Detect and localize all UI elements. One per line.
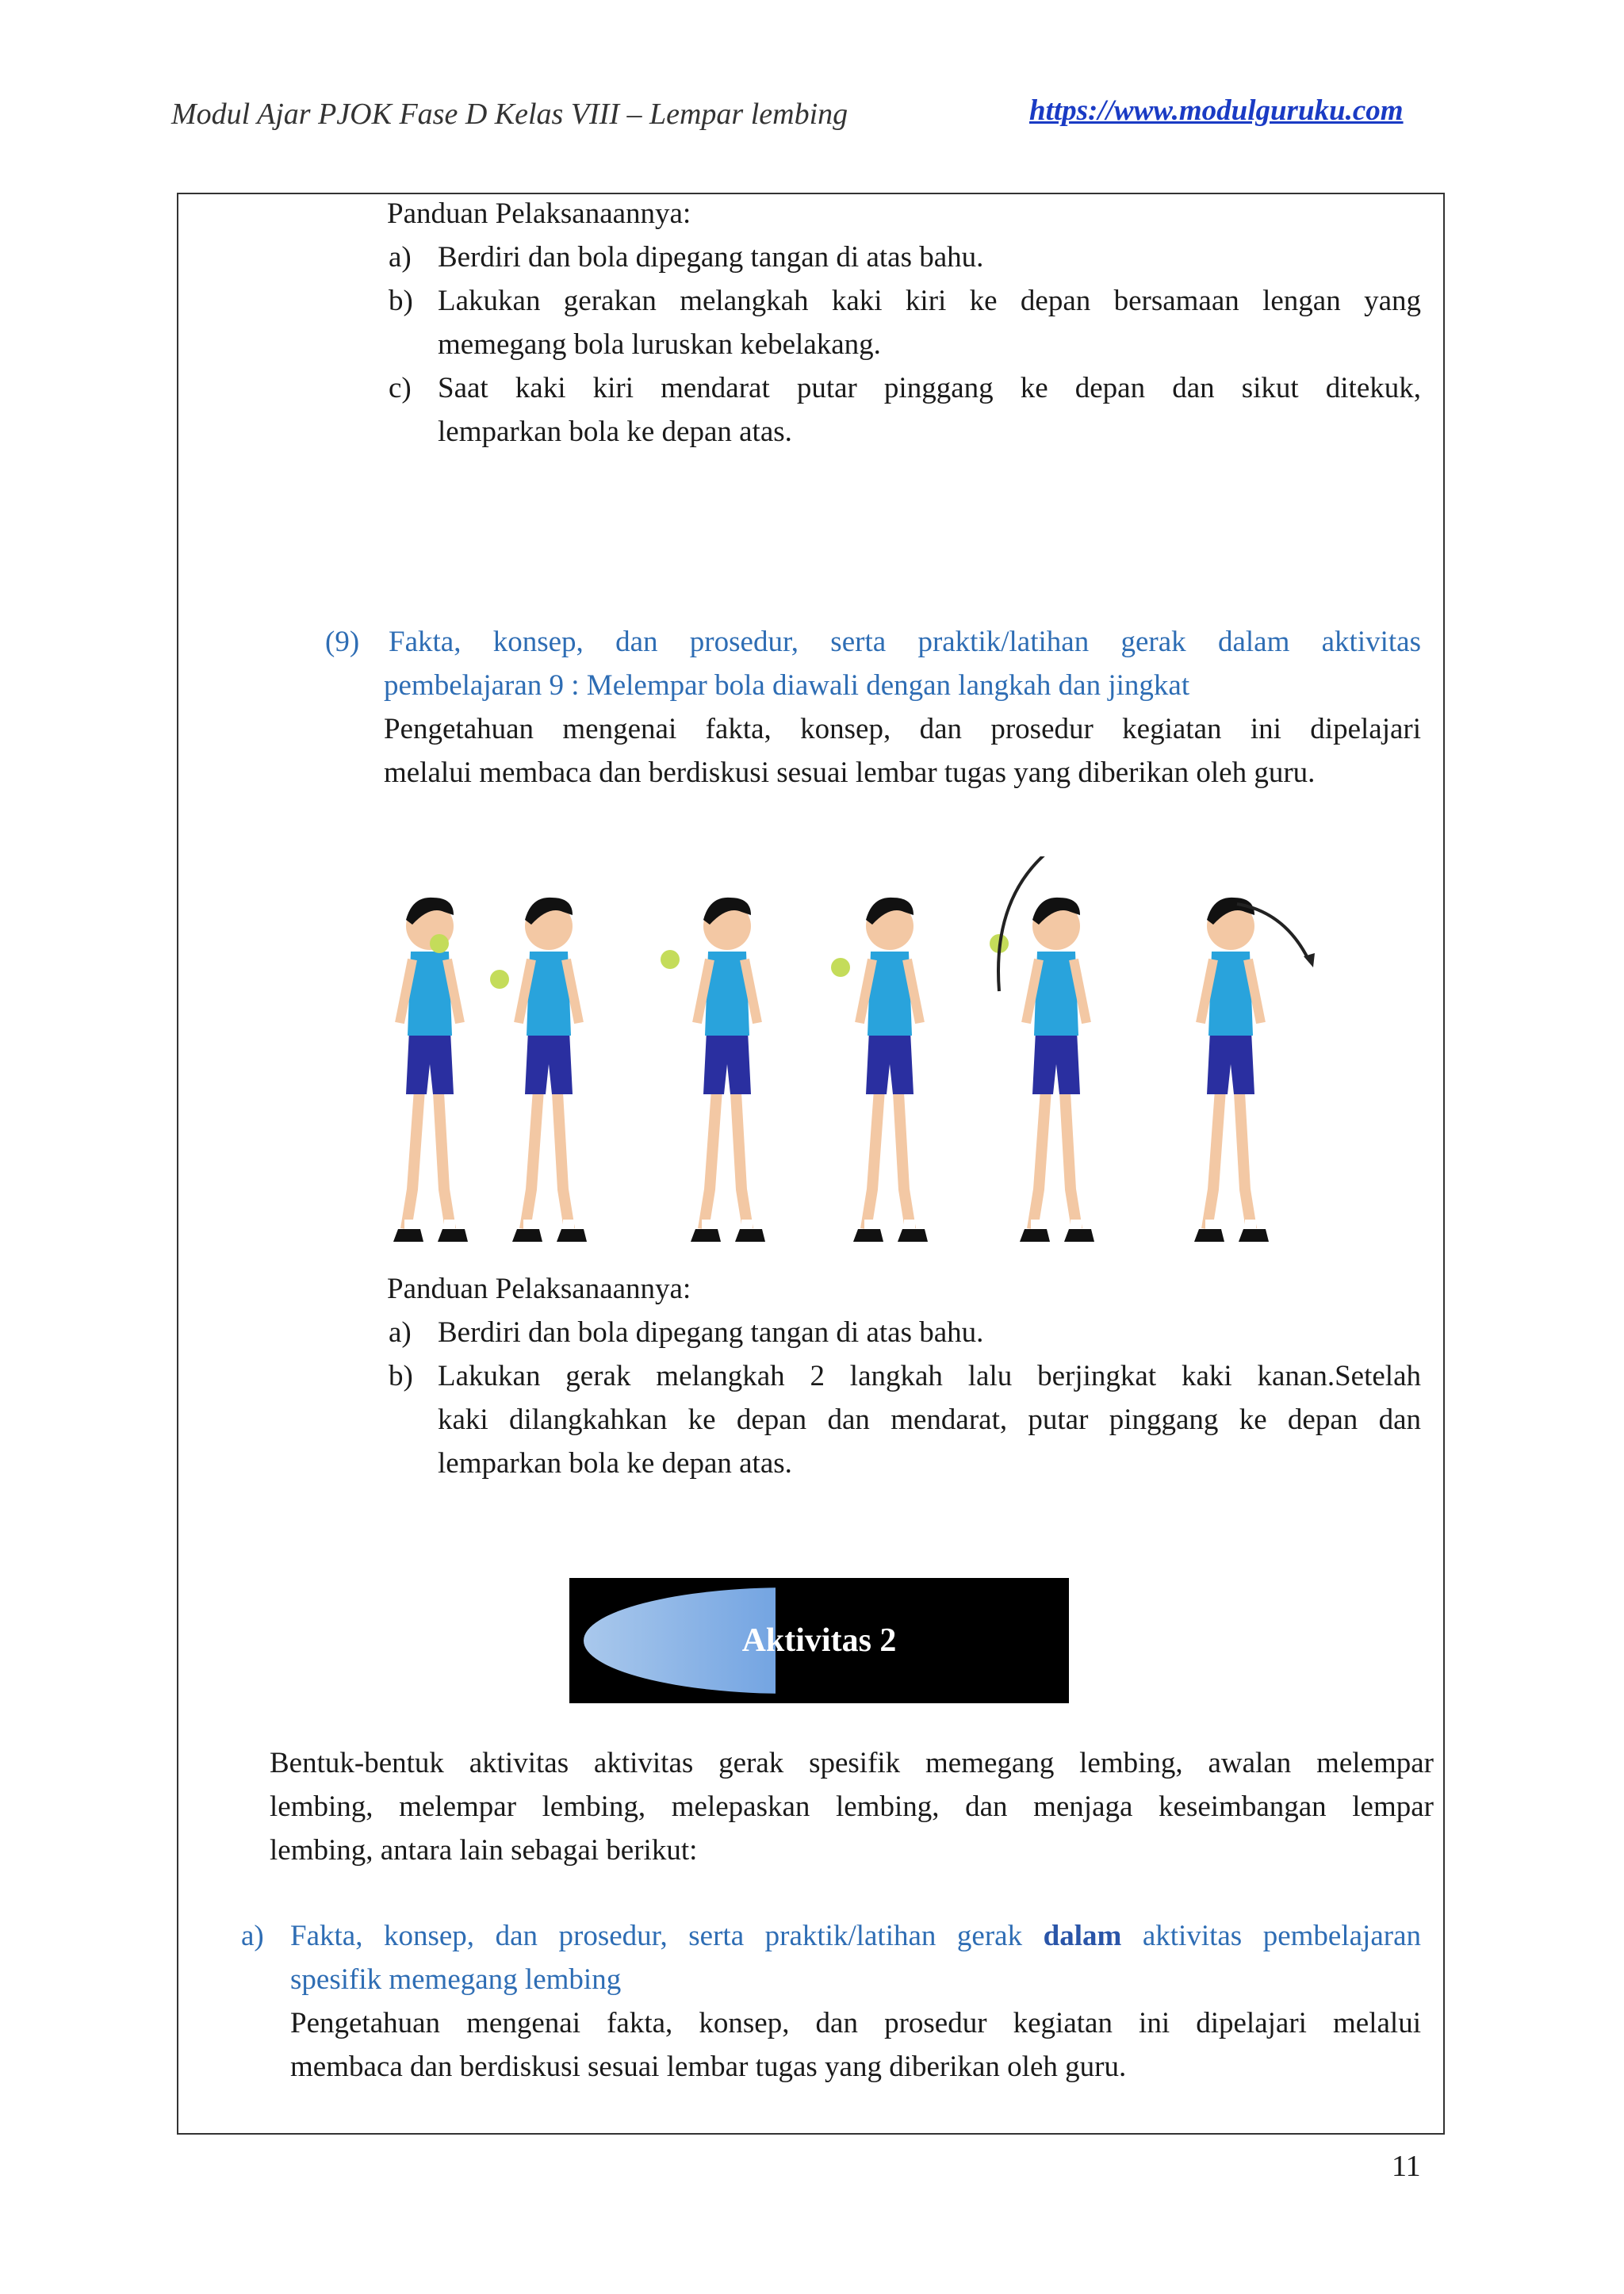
section-body: melalui membaca dan berdiskusi sesuai lembar tugas yang diberikan oleh guru. (384, 756, 1316, 789)
item-a-title-line2: spesifik memegang lembing (290, 1963, 622, 1996)
item-a-body: membaca dan berdiskusi sesuai lembar tugas yang diberikan oleh guru. (290, 2051, 1127, 2083)
list-item: Lakukan gerakan melangkah kaki kiri ke depan bersamaan lengan yang (438, 285, 1421, 317)
guide-heading-bottom: Panduan Pelaksanaannya: (387, 1273, 691, 1305)
list-item: lemparkan bola ke depan atas. (438, 416, 792, 448)
list-item: Saat kaki kiri mendarat putar pinggang ke depan dan sikut ditekuk, (438, 372, 1421, 404)
list-item: kaki dilangkahkan ke depan dan mendarat, putar pinggang ke depan dan (438, 1404, 1421, 1436)
guide-heading-top: Panduan Pelaksanaannya: (387, 197, 691, 230)
activity-intro: lembing, antara lain sebagai berikut: (270, 1834, 698, 1867)
list-label: b) (389, 285, 413, 317)
list-label: a) (389, 1316, 412, 1349)
item-a-body: Pengetahuan mengenai fakta, konsep, dan prosedur kegiatan ini dipelajari melalui (290, 2007, 1421, 2039)
section-number: (9) (325, 626, 360, 658)
header-title: Modul Ajar PJOK Fase D Kelas VIII – Lempar lembing (171, 98, 848, 131)
ball-throw-sequence-illustration (373, 856, 1356, 1253)
banner-title: Aktivitas 2 (741, 1622, 897, 1659)
list-label: a) (389, 241, 412, 274)
list-label: b) (389, 1360, 413, 1392)
activity-intro: lembing, melempar lembing, melepaskan lembing, dan menjaga keseimbangan lempar (270, 1790, 1434, 1823)
list-label: a) (241, 1920, 264, 1952)
list-item: Lakukan gerak melangkah 2 langkah lalu berjingkat kaki kanan.Setelah (438, 1360, 1421, 1392)
page-number: 11 (1392, 2150, 1421, 2183)
list-label: c) (389, 372, 412, 404)
section-title: pembelajaran 9 : Melempar bola diawali dengan langkah dan jingkat (384, 669, 1190, 702)
list-item: Berdiri dan bola dipegang tangan di atas bahu. (438, 1316, 984, 1349)
list-item: lemparkan bola ke depan atas. (438, 1447, 792, 1480)
list-item: memegang bola luruskan kebelakang. (438, 328, 881, 361)
section-body: Pengetahuan mengenai fakta, konsep, dan prosedur kegiatan ini dipelajari (384, 713, 1421, 745)
header-link[interactable]: https://www.modulguruku.com (1029, 94, 1404, 127)
list-item: Berdiri dan bola dipegang tangan di atas bahu. (438, 241, 984, 274)
item-a-title (290, 1914, 1421, 1958)
activity-intro: Bentuk-bentuk aktivitas aktivitas gerak spesifik memegang lembing, awalan melempar (270, 1747, 1434, 1779)
item-a-title-bold: dalam (1043, 1920, 1122, 1952)
activity-banner (569, 1578, 1069, 1703)
item-a-title-post: aktivitas pembelajaran (1142, 1920, 1422, 1952)
item-a-title-pre: Fakta, konsep, dan prosedur, serta praktik/latihan gerak (290, 1920, 1023, 1952)
section-title: Fakta, konsep, dan prosedur, serta praktik/latihan gerak dalam aktivitas (389, 626, 1421, 658)
